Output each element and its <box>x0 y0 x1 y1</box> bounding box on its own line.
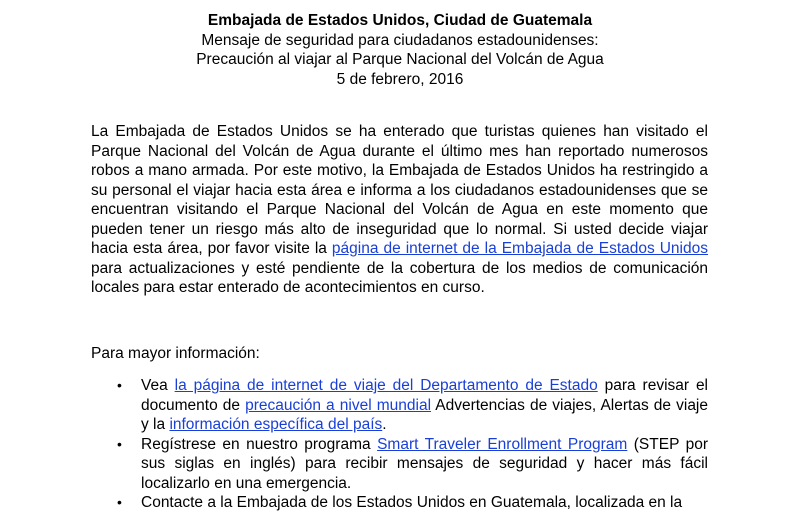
document-header <box>0 11 800 89</box>
message-subtitle: Mensaje de seguridad para ciudadanos estadounidenses: <box>201 31 599 49</box>
message-topic: Precaución al viajar al Parque Nacional del Volcán de Agua <box>196 51 604 68</box>
list-item <box>91 435 708 494</box>
paragraph-text-1: La Embajada de Estados Unidos se ha enterado que turistas quienes han visitado el Parque Nacional del Volcán de Agua durante el último mes han reportado numerosos robos a mano armada. Por este motivo, la Embajada de Estados Unidos ha restringido a su personal el viajar hacia esta área e informa a los ciudadanos estadounidenses que se encuentran visitando el Parque Nacional del Volcán de Agua en este momento que pueden tener un riesgo más alto de inseguridad que lo normal. Si usted decide viajar hacia esta área, por favor visite la <box>91 123 708 257</box>
worldwide-caution-link[interactable]: precaución a nivel mundial <box>245 396 432 414</box>
main-paragraph <box>91 122 708 298</box>
embassy-title: Embajada de Estados Unidos, Ciudad de Guatemala <box>207 12 593 29</box>
more-info-heading: Para mayor información: <box>91 345 260 362</box>
step-program-link[interactable]: Smart Traveler Enrollment Program <box>377 435 628 453</box>
embassy-website-link[interactable]: página de internet de la Embajada de Estados Unidos <box>331 240 708 257</box>
bullet-text: (STEP por sus siglas en inglés) para recibir mensajes de seguridad y hacer más fácil localizarlo en una emergencia. <box>141 435 708 492</box>
state-dept-travel-link[interactable]: la página de internet de viaje del Departamento de Estado <box>174 377 598 394</box>
bullet-text: Advertencias de viajes, Alertas de viaje y la <box>141 396 709 433</box>
bullet-icon: • <box>117 494 122 510</box>
bullet-text: Contacte a la Embajada de los Estados Unidos en Guatemala, localizada en la <box>141 494 683 511</box>
bullet-text: Vea <box>141 377 175 394</box>
bullet-text: . <box>382 416 387 433</box>
bullet-icon: • <box>117 435 122 452</box>
info-bullet-list <box>91 376 708 513</box>
bullet-text: para revisar el documento de <box>141 377 709 414</box>
bullet-icon: • <box>117 377 122 393</box>
paragraph-text-2: para actualizaciones y esté pendiente de la cobertura de los medios de comunicación locales para estar enterado de acontecimientos en curso. <box>91 259 708 296</box>
bullet-text: Regístrese en nuestro programa <box>141 435 378 453</box>
country-info-link[interactable]: información específica del país <box>169 416 383 433</box>
message-date: 5 de febrero, 2016 <box>336 70 464 88</box>
list-item <box>91 376 708 435</box>
